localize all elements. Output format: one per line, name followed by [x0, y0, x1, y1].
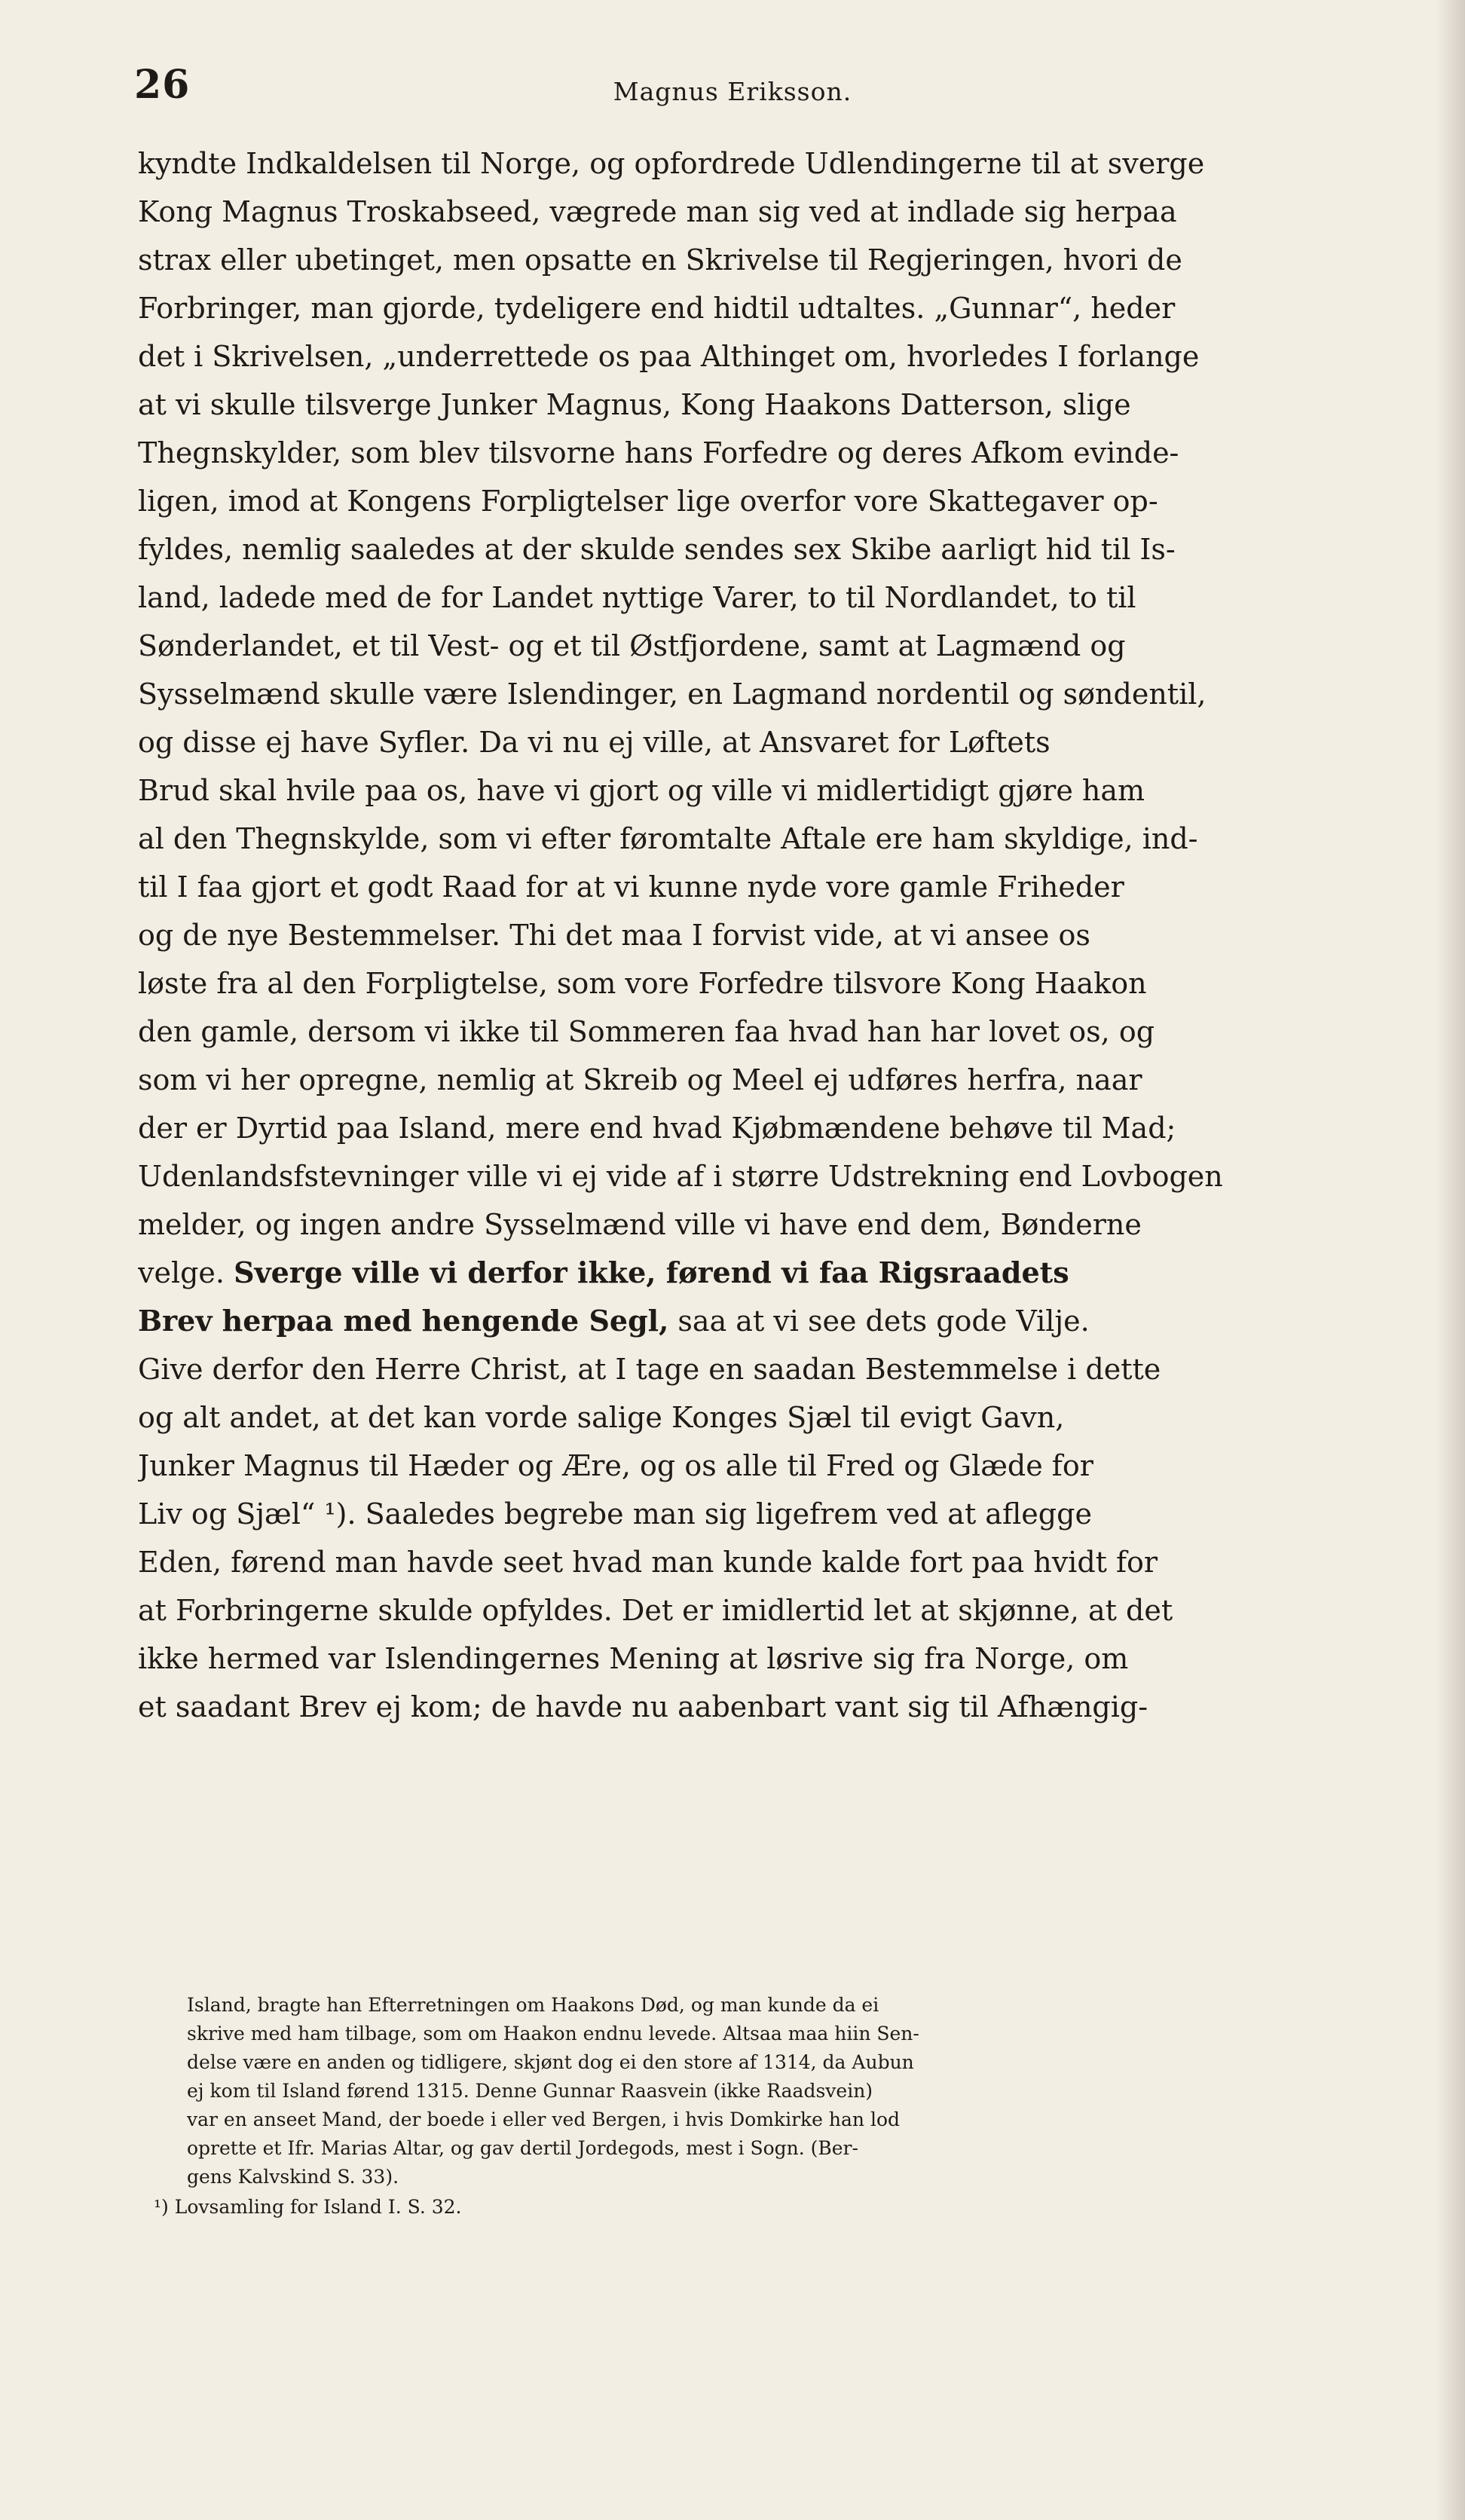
footnotes — [154, 1991, 1347, 2222]
text-line: et saadant Brev ej kom; de havde nu aabenbart vant sig til Afhængig- — [138, 1690, 1148, 1723]
text-line: løste fra al den Forpligtelse, som vore Forfedre tilsvore Kong Haakon — [138, 967, 1147, 1000]
footnote: ¹) Lovsamling for Island I. S. 32. — [154, 2196, 462, 2218]
text-line: Brud skal hvile paa os, have vi gjort og ville vi midlertidigt gjøre ham — [138, 774, 1145, 807]
text-line: Sysselmænd skulle være Islendinger, en Lagmand nordentil og søndentil, — [138, 677, 1207, 711]
text-line: og disse ej have Syfler. Da vi nu ej ville, at Ansvaret for Løftets — [138, 726, 1051, 759]
body-text — [138, 139, 1344, 1731]
page-edge-shadow — [1436, 0, 1465, 2520]
text-line: ligen, imod at Kongens Forpligtelser lige overfor vore Skattegaver op- — [138, 485, 1158, 518]
page-number: 26 — [134, 62, 191, 108]
text-line: den gamle, dersom vi ikke til Sommeren faa hvad han har lovet os, og — [138, 1015, 1155, 1048]
text-line: strax eller ubetinget, men opsatte en Skrivelse til Regjeringen, hvori de — [138, 243, 1182, 277]
text-line: Eden, førend man havde seet hvad man kunde kalde fort paa hvidt for — [138, 1546, 1158, 1579]
footnote-line: skrive med ham tilbage, som om Haakon endnu levede. Altsaa maa hiin Sen- — [187, 2023, 919, 2044]
text-line: al den Thegnskylde, som vi efter føromtalte Aftale ere ham skyldige, ind- — [138, 822, 1198, 855]
text-line: det i Skrivelsen, „underrettede os paa Althinget om, hvorledes I forlange — [138, 340, 1200, 373]
text-line: at Forbringerne skulde opfyldes. Det er imidlertid let at skjønne, at det — [138, 1594, 1173, 1627]
text-line: Give derfor den Herre Christ, at I tage en saadan Bestemmelse i dette — [138, 1353, 1161, 1386]
text-line: til I faa gjort et godt Raad for at vi kunne nyde vore gamle Friheder — [138, 870, 1124, 904]
text-line: Liv og Sjæl“ ¹). Saaledes begrebe man sig ligefrem ved at aflegge — [138, 1497, 1092, 1531]
text-line: melder, og ingen andre Sysselmænd ville vi have end dem, Bønderne — [138, 1208, 1142, 1241]
footnote-line: ej kom til Island førend 1315. Denne Gunnar Raasvein (ikke Raadsvein) — [187, 2080, 873, 2102]
text-line: og alt andet, at det kan vorde salige Konges Sjæl til evigt Gavn, — [138, 1401, 1065, 1434]
text-line: fyldes, nemlig saaledes at der skulde sendes sex Skibe aarligt hid til Is- — [138, 533, 1176, 566]
running-head: Magnus Eriksson. — [613, 77, 852, 106]
text-line: Thegnskylder, som blev tilsvorne hans Forfedre og deres Afkom evinde- — [138, 436, 1179, 469]
text-line: land, ladede med de for Landet nyttige Varer, to til Nordlandet, to til — [138, 581, 1136, 614]
text-line: Kong Magnus Troskabseed, vægrede man sig ved at indlade sig herpaa — [138, 195, 1177, 228]
text-line: og de nye Bestemmelser. Thi det maa I forvist vide, at vi ansee os — [138, 919, 1090, 952]
footnote-line: Island, bragte han Efterretningen om Haakons Død, og man kunde da ei — [187, 1994, 879, 2016]
text-line: som vi her opregne, nemlig at Skreib og Meel ej udføres herfra, naar — [138, 1063, 1142, 1096]
footnote-line: var en anseet Mand, der boede i eller ved Bergen, i hvis Domkirke han lod — [187, 2109, 901, 2130]
text-line: Junker Magnus til Hæder og Ære, og os alle til Fred og Glæde for — [138, 1449, 1093, 1482]
text-line: velge. Sverge ville vi derfor ikke, førend vi faa Rigsraadets — [138, 1255, 1069, 1289]
text-line: Udenlandsfstevninger ville vi ej vide af i større Udstrekning end Lovbogen — [138, 1160, 1223, 1193]
text-line: Forbringer, man gjorde, tydeligere end hidtil udtaltes. „Gunnar“, heder — [138, 292, 1176, 325]
footnote-line: gens Kalvskind S. 33). — [187, 2166, 399, 2188]
footnote-line: oprette et Ifr. Marias Altar, og gav dertil Jordegods, mest i Sogn. (Ber- — [187, 2137, 858, 2159]
footnote-line: delse være en anden og tidligere, skjønt dog ei den store af 1314, da Aubun — [187, 2051, 914, 2073]
text-line: Sønderlandet, et til Vest- og et til Østfjordene, samt at Lagmænd og — [138, 629, 1126, 662]
text-line: at vi skulle tilsverge Junker Magnus, Kong Haakons Datterson, slige — [138, 388, 1131, 421]
text-line: ikke hermed var Islendingernes Mening at løsrive sig fra Norge, om — [138, 1642, 1129, 1675]
text-line: kyndte Indkaldelsen til Norge, og opfordrede Udlendingerne til at sverge — [138, 147, 1205, 180]
text-line: Brev herpaa med hengende Segl, saa at vi see dets gode Vilje. — [138, 1304, 1090, 1338]
text-line: der er Dyrtid paa Island, mere end hvad Kjøbmændene behøve til Mad; — [138, 1112, 1176, 1145]
